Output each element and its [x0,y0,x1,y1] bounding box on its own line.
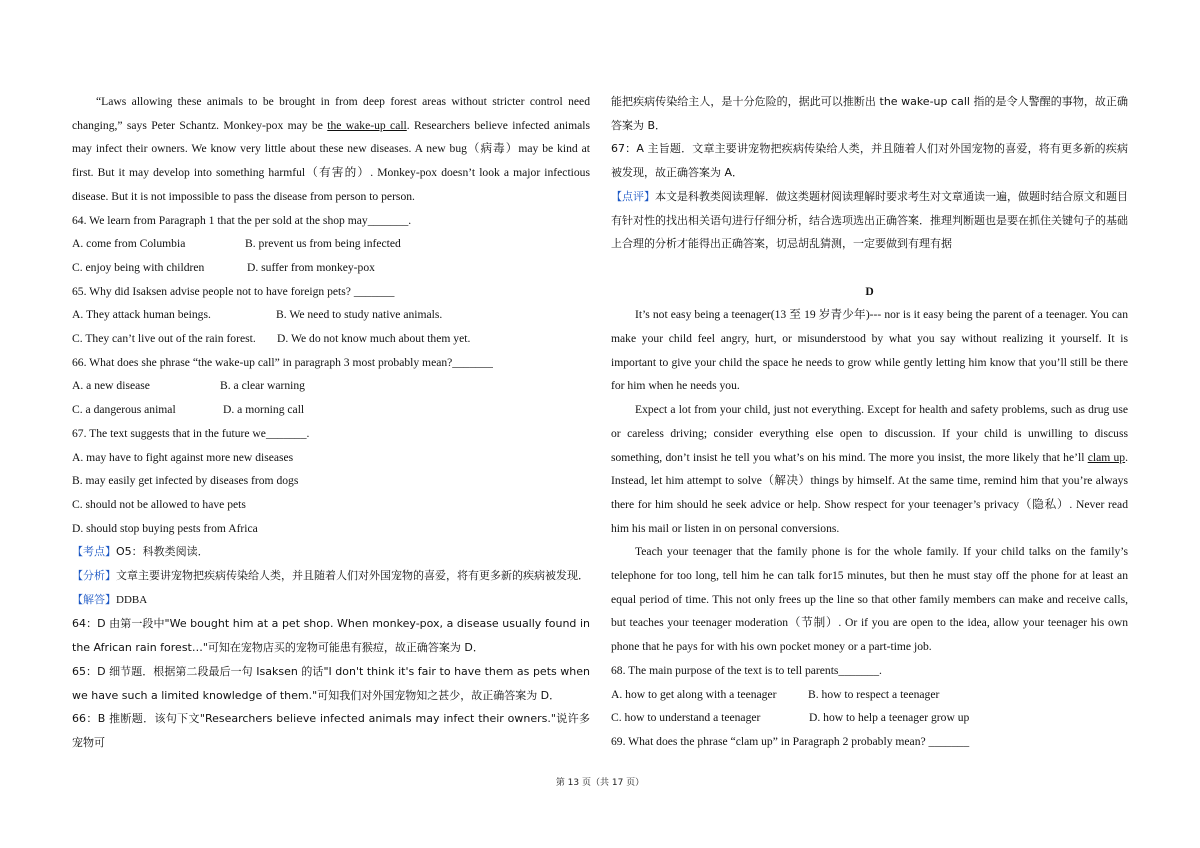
question-68: 68. The main purpose of the text is to tell parents_______. [611,663,882,677]
option-65c: C. They can’t live out of the rain forest. [72,332,256,346]
option-64a: A. come from Columbia [72,237,186,251]
underlined-phrase: clam up [1087,450,1126,464]
option-68d: D. how to help a teenager grow up [809,711,970,725]
option-64c: C. enjoy being with children [72,260,205,274]
answer-67: 67：A 主旨题．文章主要讲宠物把疾病传染给人类，并且随着人们对外国宠物的喜爱，将有更多新的疾病被发现，故正确答案为 A． [611,142,1128,180]
dianping-tag: 【点评】 [611,189,655,203]
passage-paragraph: “Laws allowing these animals to be brought in from deep forest areas without stricter control need changing,” says Peter Schantz. Monkey-pox may be the wake-up call. Researchers believe infected animals may infect their owners. We know very little about these new diseases. A new bug（病毒）may be kind at first. But it may develop into something harmful（有害的）. Monkey-pox doesn’t look a major infectious disease. But it is not impossible to pass the disease from person to person. [72,95,590,203]
left-column [72,90,590,755]
option-65a: A. They attack human beings. [72,308,211,322]
fenxi-tag: 【分析】 [72,569,116,583]
page-footer: 第 13 页（共 17 页） [555,778,645,788]
option-66c: C. a dangerous animal [72,403,176,417]
option-66a: A. a new disease [72,379,150,393]
section-title: D [865,284,874,298]
option-68c: C. how to understand a teenager [611,711,761,725]
answer-65: 65：D 细节题．根据第二段最后一句 Isaksen 的话"I don't think it's fair to have them as pets when we have such a limited knowledge of them."可知我们对外国宠物知之甚少，故正确答案为 D． [72,664,590,702]
answer-66-continued: 能把疾病传染给主人，是十分危险的，据此可以推断出 the wake-up call 指的是令人警醒的事物，故正确答案为 B． [611,95,1128,132]
answer-64: 64：D 由第一段中"We bought him at a pet shop. When monkey-pox, a disease usually found in the African rain forest…"可知在宠物店买的宠物可能患有猴痘，故正确答案为 D． [72,617,590,655]
answer-66: 66：B 推断题．该句下文"Researchers believe infected animals may infect their owners."说许多宠物可 [72,712,590,749]
underlined-phrase: the wake-up call [327,118,407,132]
passage-paragraph-3: Teach your teenager that the family phone is for the whole family. If your child talks on the family’s telephone for too long, tell him he can talk for15 minutes, but then he must stay off the phone for at least an equal period of time. This not only frees up the line so that other family members can make and receive calls, but teaches your teenager moderation（节制）. Or if you are open to the idea, allow your teenager his own phone that he pays for with his own pocket money or a part-time job. [611,545,1128,654]
option-65b: B. We need to study native animals. [276,308,443,322]
option-66b: B. a clear warning [220,379,305,393]
kaodian-tag: 【考点】 [72,545,116,559]
option-67d: D. should stop buying pests from Africa [72,521,258,535]
question-64: 64. We learn from Paragraph 1 that the per sold at the shop may_______. [72,213,412,227]
dianping: 【点评】本文是科教类阅读理解．做这类题材阅读理解时要求考生对文章通读一遍，做题时结合原文和题目有针对性的找出相关语句进行仔细分析，结合选项选出正确答案．推理判断题也是要在抓住关键句子的基础上合理的分析才能得出正确答案，切忌胡乱猜测，一定要做到有理有据 [611,189,1128,251]
option-67a: A. may have to fight against more new diseases [72,450,294,464]
option-68a: A. how to get along with a teenager [611,687,777,701]
question-67: 67. The text suggests that in the future we_______. [72,426,310,440]
option-68b: B. how to respect a teenager [808,687,940,701]
jieda: 【解答】DDBA [72,592,148,606]
right-column [611,90,1128,754]
option-64d: D. suffer from monkey-pox [247,260,375,274]
option-66d: D. a morning call [223,403,305,417]
kaodian: 【考点】O5：科教类阅读． [72,545,209,559]
option-67b: B. may easily get infected by diseases from dogs [72,474,299,488]
question-65: 65. Why did Isaksen advise people not to have foreign pets? _______ [72,284,395,298]
jieda-tag: 【解答】 [72,592,116,606]
question-66: 66. What does she phrase “the wake-up call” in paragraph 3 most probably mean?_______ [72,355,493,369]
option-64b: B. prevent us from being infected [245,237,401,251]
passage-paragraph-2: Expect a lot from your child, just not everything. Except for health and safety problems, such as drug use or careless driving; consider everything else open to discussion. If your child is unwilling to discuss something, don’t insist he tell you what’s on his mind. The more you insist, the more likely that he’ll clam up. Instead, let him attempt to solve（解决）things by himself. At the same time, remind him that you’re always there for him should he seek advice or help. Show respect for your teenager’s privacy（隐私）. Never read him his mail or listen in on personal conversions. [611,403,1128,535]
option-65d: D. We do not know much about them yet. [277,332,471,346]
question-69: 69. What does the phrase “clam up” in Paragraph 2 probably mean? _______ [611,734,970,748]
passage-paragraph-1: It’s not easy being a teenager(13 至 19 岁青少年)--- nor is it easy being the parent of a teenager. You can make your child feel angry, hurt, or misunderstood by what you say without realizing it yourself. It is important to give your child the space he needs to grow while gently letting him know that you’ll still be there for him when he needs you. [611,308,1128,393]
option-67c: C. should not be allowed to have pets [72,497,246,511]
fenxi: 【分析】文章主要讲宠物把疾病传染给人类，并且随着人们对外国宠物的喜爱，将有更多新的疾病被发现． [72,569,589,583]
